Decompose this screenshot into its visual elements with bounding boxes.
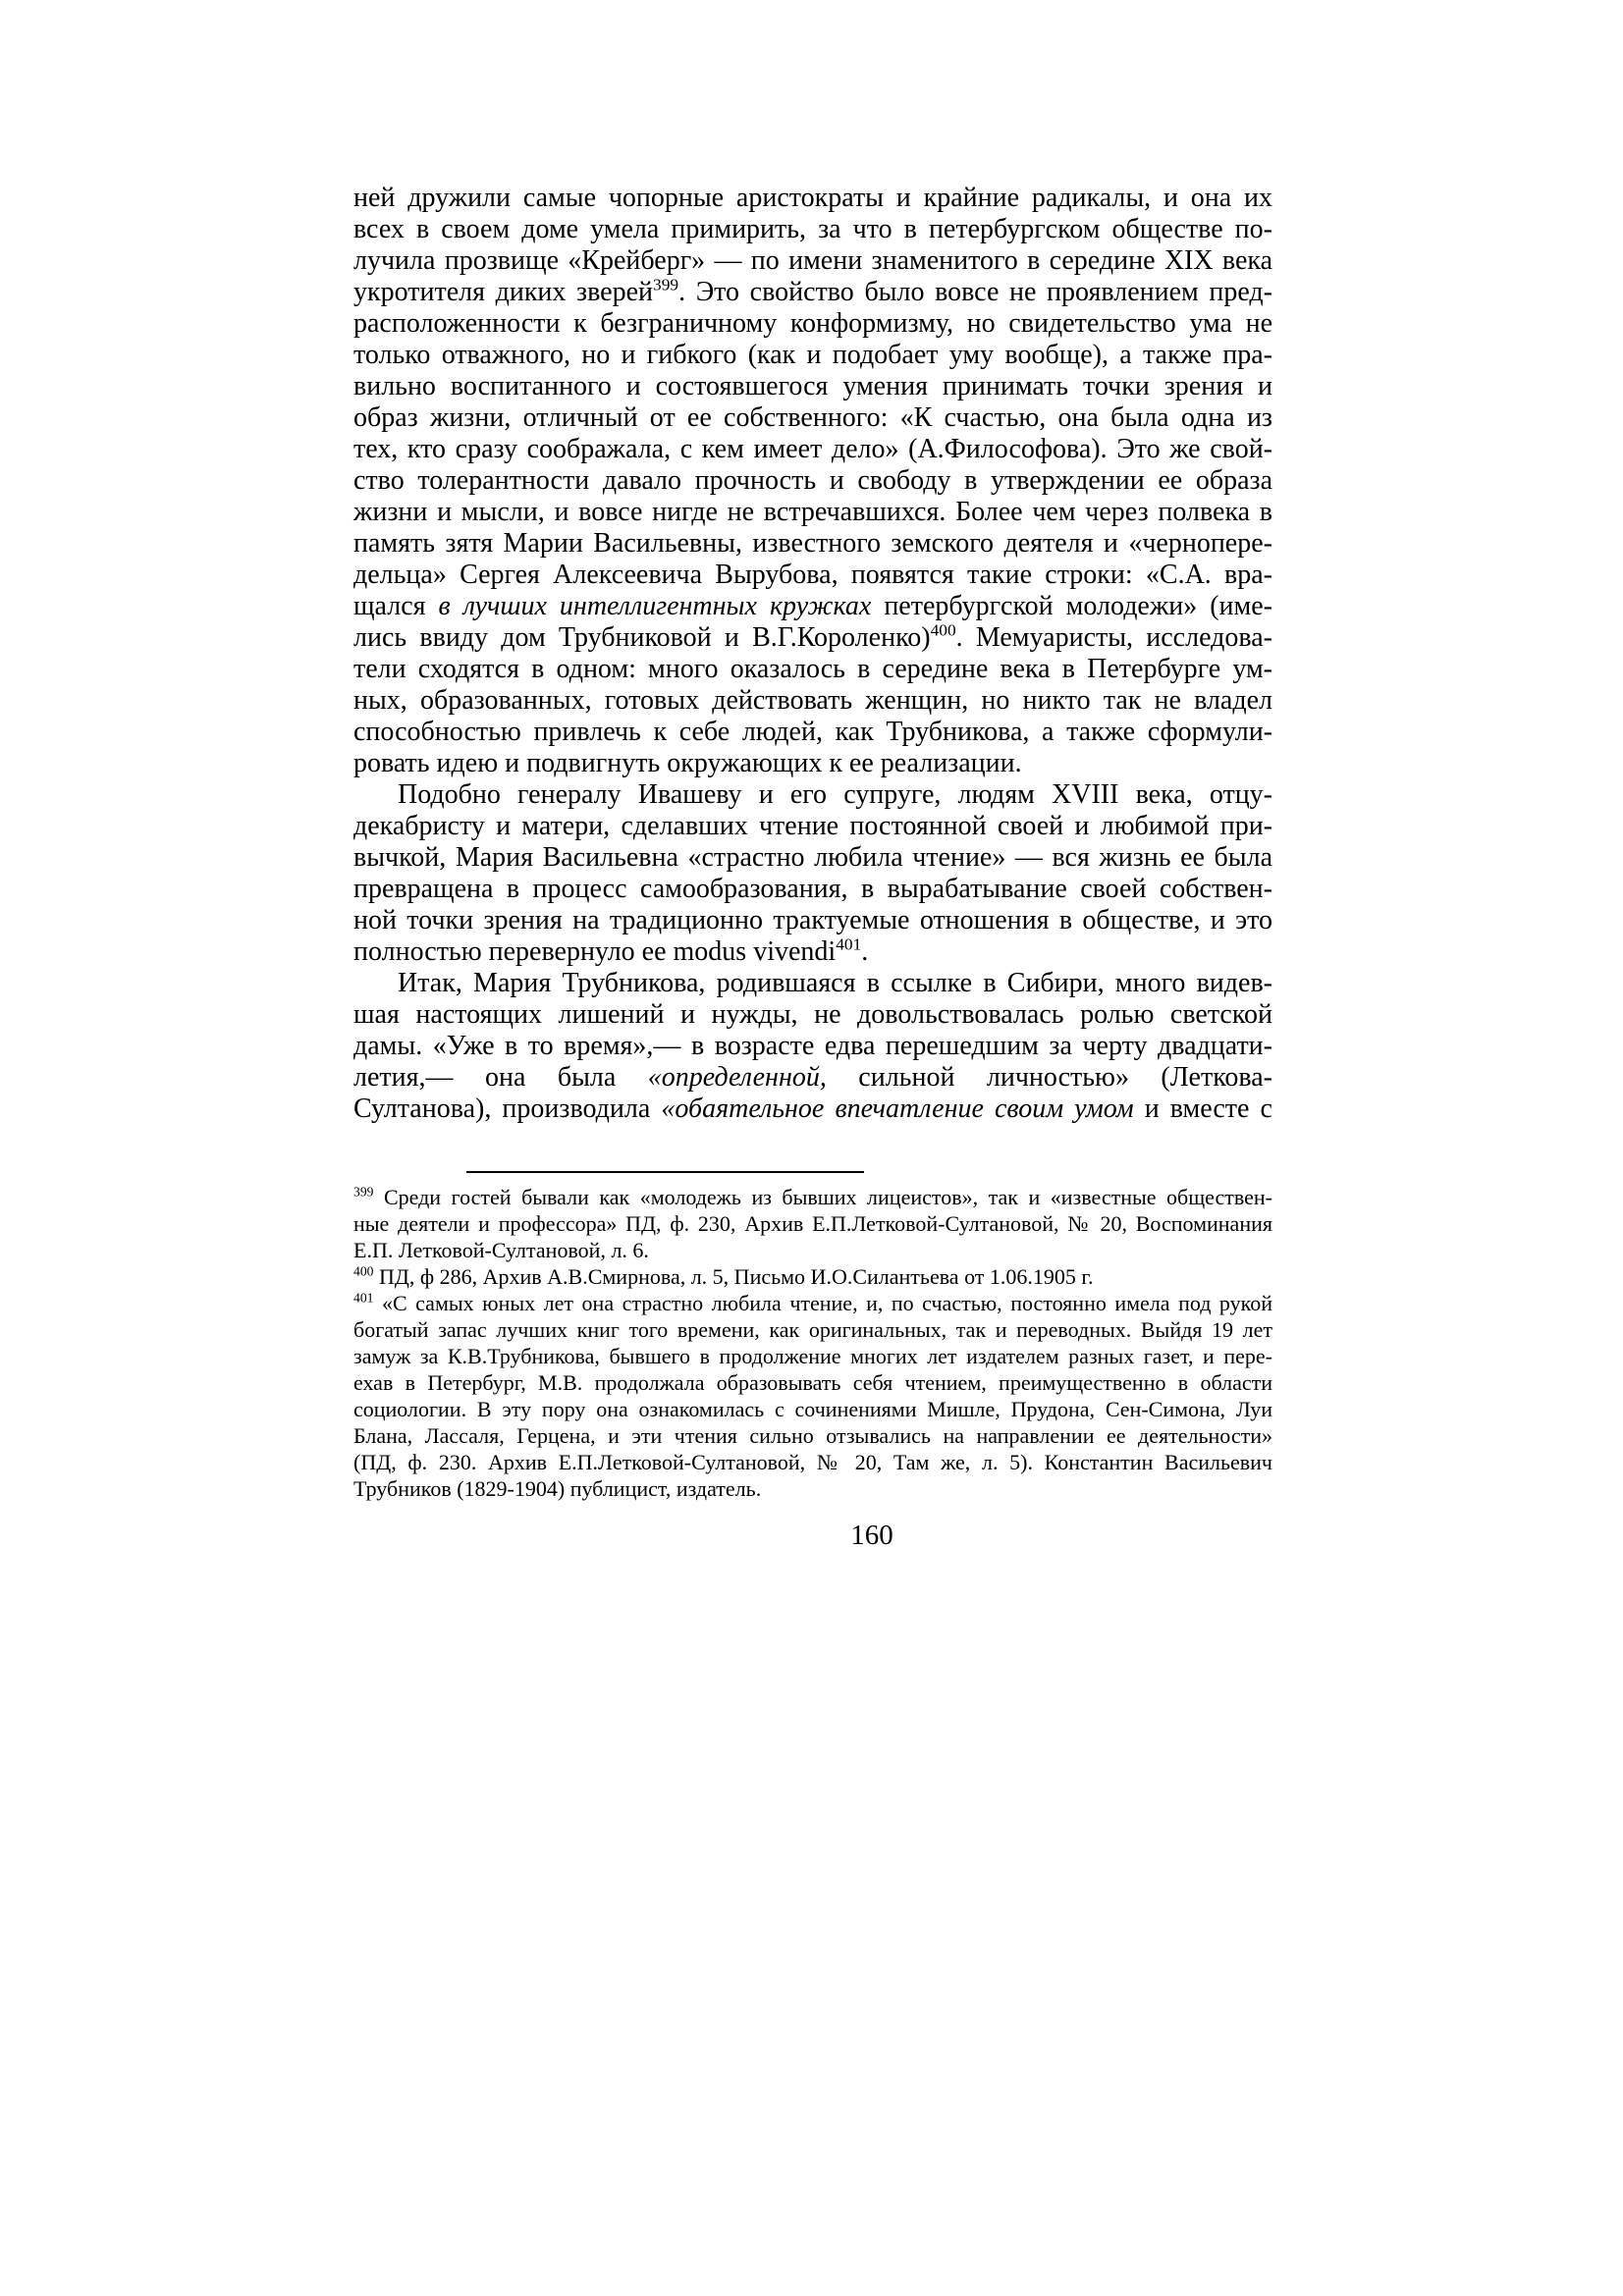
- text-segment: . Мемуаристы, исследова-: [955, 622, 1272, 653]
- text-segment: дельца» Сергея Алексеевича Вырубова, появятся такие строки: «С.А. вра-: [353, 560, 1272, 590]
- text-segment: . Это свойство было вовсе не проявлением пред-: [678, 277, 1272, 307]
- body-line: [353, 905, 1272, 936]
- body-line: [353, 308, 1272, 340]
- text-segment: ной точки зрения на традиционно трактуемые отношения в обществе, и это: [353, 905, 1272, 935]
- text-segment: полностью перевернуло ее modus vivendi: [353, 936, 837, 967]
- body-text: [353, 183, 1272, 1125]
- footnote-line: $^{400}$ ПД, ф 286, Архив А.В.Смирнова, л. 5, Письмо И.О.Силантьева от 1.06.1905 г.: [353, 1263, 1094, 1289]
- text-segment: Подобно генералу Ивашеву и его супруге, людям XVIII века, отцу-: [398, 779, 1272, 810]
- footnote-separator-rule: [466, 1171, 864, 1173]
- footnote-marker: 401: [353, 1290, 374, 1306]
- text-segment: летия,— она была: [353, 1062, 648, 1093]
- text-segment: ных, образованных, готовых действовать женщин, но никто так не владел: [353, 685, 1272, 716]
- text-segment: лучила прозвище «Крейберг» — по имени знаменитого в середине XIX века: [353, 245, 1272, 276]
- body-line: [353, 1094, 1272, 1125]
- text-segment: вычкой, Мария Васильевна «страстно любила чтение» — вся жизнь ее была: [353, 842, 1272, 873]
- footnote-line: $^{399}$ Среди гостей бывали как «молодежь из бывших лицеистов», так и «известные обществен-: [353, 1184, 1272, 1209]
- body-line: [353, 622, 1272, 654]
- text-segment: декабристу и матери, сделавших чтение постоянной своей и любимой при-: [353, 811, 1272, 841]
- text-segment: и вместе с: [1133, 1094, 1272, 1124]
- text-segment: тели сходятся в одном: много оказалось в середине века в Петербурге ум-: [353, 654, 1272, 684]
- footnote-line: ехав в Петербург, М.В. продолжала образовывать себя чтением, преимущественно в области: [353, 1370, 1272, 1395]
- body-line: [353, 371, 1272, 402]
- body-line: [353, 1062, 1272, 1094]
- body-line: [353, 811, 1272, 842]
- body-line: [353, 1031, 1272, 1062]
- footnote-line: Трубников (1829-1904) публицист, издатель.: [353, 1476, 762, 1501]
- body-line: [353, 999, 1272, 1031]
- body-line: [353, 685, 1272, 717]
- body-line: [353, 717, 1272, 748]
- footnotes: [353, 1184, 1272, 1502]
- footnote-line: социологии. В эту пору она ознакомилась с сочинениями Мишле, Прудона, Сен-Симона, Луи: [353, 1397, 1272, 1421]
- text-segment: всех в своем доме умела примирить, за что в петербургском обществе по-: [353, 214, 1272, 244]
- text-segment: в лучших интеллигентных кружках: [438, 591, 872, 621]
- body-line: [353, 434, 1272, 465]
- text-segment: способностью привлечь к себе людей, как Трубникова, а также сформули-: [353, 717, 1272, 747]
- body-line: [353, 968, 1272, 999]
- text-segment: тех, кто сразу соображала, с кем имеет дело» (А.Философова). Это же свой-: [353, 434, 1272, 464]
- footnote-line: (ПД, ф. 230. Архив Е.П.Летковой-Султановой, № 20, Там же, л. 5). Константин Васильевич: [353, 1450, 1272, 1474]
- body-line: [353, 465, 1272, 497]
- text-segment: превращена в процесс самообразования, в вырабатывание своей собствен-: [353, 874, 1272, 904]
- body-line: [353, 560, 1272, 591]
- body-line: [353, 591, 1272, 622]
- footnote-line: богатый запас лучших книг того времени, как оригинальных, так и переводных. Выйдя 19 лет: [353, 1317, 1272, 1342]
- body-line: [353, 654, 1272, 685]
- body-line: [353, 874, 1272, 905]
- text-segment: Султанова), производила: [353, 1094, 662, 1124]
- body-line: [353, 936, 1272, 968]
- body-line: [353, 528, 1272, 560]
- footnote-reference: 400: [930, 620, 956, 640]
- footnote-line: Блана, Лассаля, Герцена, и эти чтения сильно отзывались на направлении ее деятельности»: [353, 1423, 1272, 1448]
- text-segment: шая настоящих лишений и нужды, не довольствовалась ролью светской: [353, 999, 1272, 1030]
- text-segment: петербургской молодежи» (име-: [871, 591, 1272, 621]
- text-segment: расположенности к безграничному конформизму, но свидетельство ума не: [353, 308, 1272, 339]
- text-segment: Итак, Мария Трубникова, родившаяся в ссылке в Сибири, много видев-: [398, 968, 1272, 998]
- body-line: [353, 402, 1272, 434]
- text-segment: дамы. «Уже в то время»,— в возрасте едва перешедшим за черту двадцати-: [353, 1031, 1272, 1061]
- text-segment: .: [861, 936, 869, 967]
- page-number: 160: [850, 1520, 893, 1551]
- text-segment: память зятя Марии Васильевны, известного земского деятеля и «чернопере-: [353, 528, 1272, 559]
- text-segment: лись ввиду дом Трубниковой и В.Г.Короленко): [353, 622, 931, 653]
- footnote-reference: 401: [836, 934, 862, 954]
- body-line: [353, 779, 1272, 811]
- body-line: [353, 748, 1272, 779]
- text-segment: сильной личностью» (Леткова-: [826, 1062, 1272, 1093]
- text-segment: укротителя диких зверей: [353, 277, 654, 307]
- text-segment: только отважного, но и гибкого (как и подобает уму вообще), а также пра-: [353, 340, 1272, 370]
- body-line: [353, 214, 1272, 245]
- text-segment: жизни и мысли, и вовсе нигде не встречавшихся. Более чем через полвека в: [353, 497, 1272, 527]
- body-line: [353, 277, 1272, 308]
- text-segment: «определенной,: [647, 1062, 827, 1093]
- body-line: [353, 340, 1272, 371]
- text-segment: щался: [353, 591, 439, 621]
- footnote-line: замуж за К.В.Трубникова, бывшего в продолжение многих лет издателем разных газет, и пере-: [353, 1344, 1272, 1368]
- text-segment: ство толерантности давало прочность и свободу в утверждении ее образа: [353, 465, 1272, 496]
- footnote-line: Е.П. Летковой-Султановой, л. 6.: [353, 1238, 649, 1262]
- footnote-line: $^{401}$ «С самых юных лет она страстно любила чтение, и, по счастью, постоянно имела под рукой: [353, 1290, 1272, 1315]
- text-segment: образ жизни, отличный от ее собственного: «К счастью, она была одна из: [353, 402, 1272, 433]
- footnote-marker: 399: [353, 1184, 374, 1200]
- body-line: [353, 245, 1272, 277]
- body-line: [353, 497, 1272, 528]
- text-segment: «обаятельное впечатление своим умом: [661, 1094, 1134, 1124]
- text-segment: ней дружили самые чопорные аристократы и крайние радикалы, и она их: [353, 183, 1272, 213]
- footnote-line: ные деятели и профессора» ПД, ф. 230, Архив Е.П.Летковой-Султановой, № 20, Воспоминания: [353, 1211, 1272, 1236]
- footnote-marker: 400: [353, 1263, 374, 1279]
- text-segment: вильно воспитанного и состоявшегося умения принимать точки зрения и: [353, 371, 1272, 401]
- text-segment: ровать идею и подвигнуть окружающих к ее реализации.: [353, 748, 1022, 778]
- body-line: [353, 183, 1272, 214]
- body-line: [353, 842, 1272, 874]
- footnote-reference: 399: [653, 275, 679, 294]
